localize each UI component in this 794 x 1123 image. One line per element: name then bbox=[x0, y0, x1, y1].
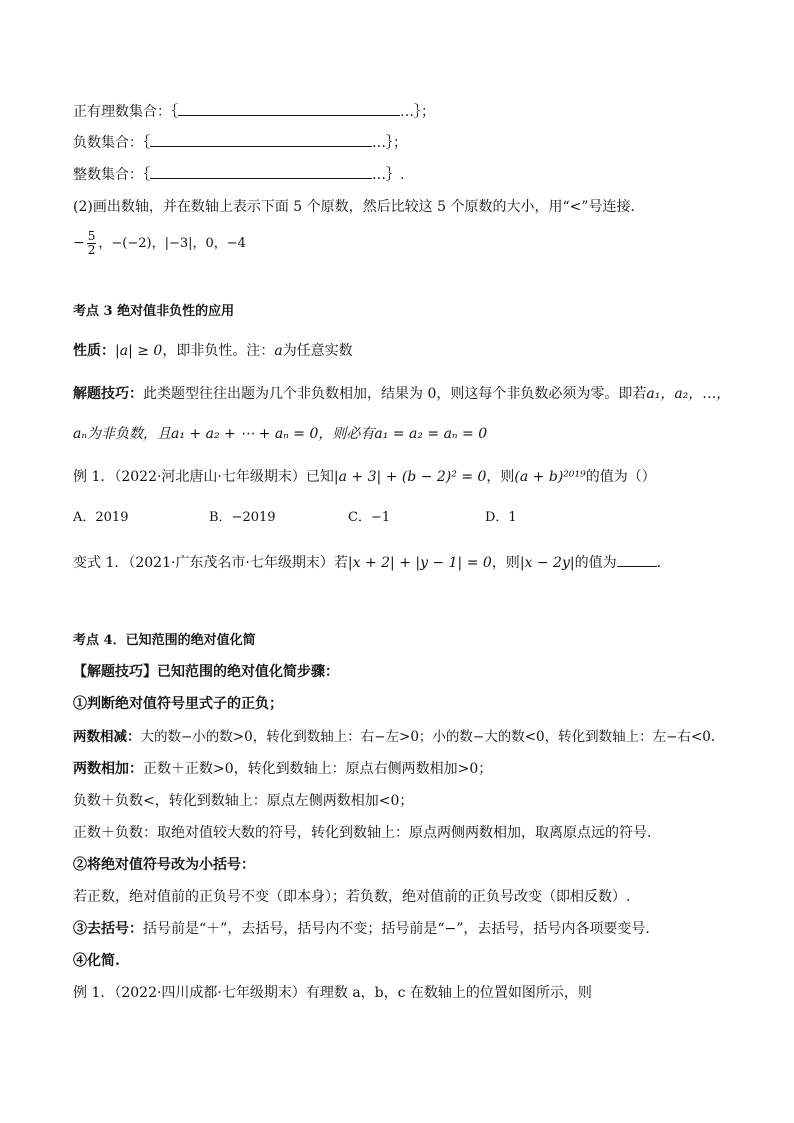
example-kp4-1: 例 1．（2022·四川成都·七年级期末）有理数 a，b，c 在数轴上的位置如图所示，则 bbox=[73, 985, 592, 1001]
step-3: ③去括号：括号前是“＋”，去括号，括号内不变；括号前是“−”，去括号，括号内各项要变号. bbox=[73, 921, 650, 937]
step-2: ②将绝对值符号改为小括号： bbox=[73, 857, 255, 873]
number-list: − $\frac{5}{2}$ ，−(−2)，|−3|，0，−4 bbox=[73, 228, 246, 257]
option-b[interactable]: B．−2019 bbox=[209, 510, 276, 525]
answer-blank[interactable] bbox=[178, 101, 400, 116]
step-4: ④化简. bbox=[73, 953, 120, 969]
property-line: 性质：|a| ≥ 0，即非负性。注：a为任意实数 bbox=[73, 343, 353, 359]
set-positive-rational: 正有理数集合：｛ …｝； bbox=[73, 101, 435, 122]
section-title-kp4: 考点 4．已知范围的绝对值化简 bbox=[73, 633, 256, 648]
answer-blank[interactable] bbox=[617, 552, 657, 567]
fraction: $\frac{5}{2}$ bbox=[87, 228, 96, 257]
section-title-kp3: 考点 3 绝对值非负性的应用 bbox=[73, 304, 235, 319]
option-c[interactable]: C．−1 bbox=[348, 510, 391, 525]
example-1: 例 1．（2022·河北唐山·七年级期末）已知|a + 3| + (b − 2)² = 0，则(a + b)²⁰¹⁹的值为（） bbox=[73, 469, 656, 485]
neg-neg-rule: 负数＋负数<，转化到数轴上：原点左侧两数相加<0； bbox=[73, 793, 414, 809]
tip-heading: 【解题技巧】已知范围的绝对值化简步骤： bbox=[73, 664, 339, 680]
set-label: 整数集合： bbox=[73, 167, 143, 183]
answer-blank[interactable] bbox=[150, 164, 372, 179]
pos-neg-rule: 正数＋负数：取绝对值较大数的符号，转化到数轴上：原点两侧两数相加，取离原点远的符号. bbox=[73, 825, 652, 841]
set-negative: 负数集合：｛ …｝； bbox=[73, 132, 407, 153]
step-1: ①判断绝对值符号里式子的正负； bbox=[73, 696, 283, 712]
tip-line-2: aₙ为非负数，且a₁ + a₂ + ⋯ + aₙ = 0，则必有a₁ = a₂ = aₙ = 0 bbox=[73, 426, 488, 442]
variant-1: 变式 1．（2021·广东茂名市·七年级期末）若|x + 2| + |y − 1| = 0，则|x − 2y|的值为 ． bbox=[73, 552, 671, 573]
set-integer: 整数集合：｛ …｝. bbox=[73, 164, 404, 185]
set-label: 负数集合： bbox=[73, 135, 143, 151]
option-a[interactable]: A．2019 bbox=[73, 510, 129, 525]
question-2: (2)画出数轴，并在数轴上表示下面 5 个原数，然后比较这 5 个原数的大小，用“<”号连接． bbox=[73, 199, 645, 215]
set-label: 正有理数集合： bbox=[73, 104, 171, 120]
step-2-text: 若正数，绝对值前的正负号不变（即本身）；若负数，绝对值前的正负号改变（即相反数）. bbox=[73, 889, 631, 905]
tip-line-1: 解题技巧：此类题型往往出题为几个非负数相加，结果为 0，则这每个非负数必须为零。即若a₁，a₂，…， bbox=[73, 386, 731, 402]
answer-blank[interactable] bbox=[150, 132, 372, 147]
option-d[interactable]: D．1 bbox=[485, 510, 517, 525]
subtraction-rule: 两数相减：大的数−小的数>0，转化到数轴上：右−左>0；小的数−大的数<0，转化到数轴上：左−右<0. bbox=[73, 729, 716, 745]
addition-rule: 两数相加：正数＋正数>0，转化到数轴上：原点右侧两数相加>0； bbox=[73, 761, 493, 777]
